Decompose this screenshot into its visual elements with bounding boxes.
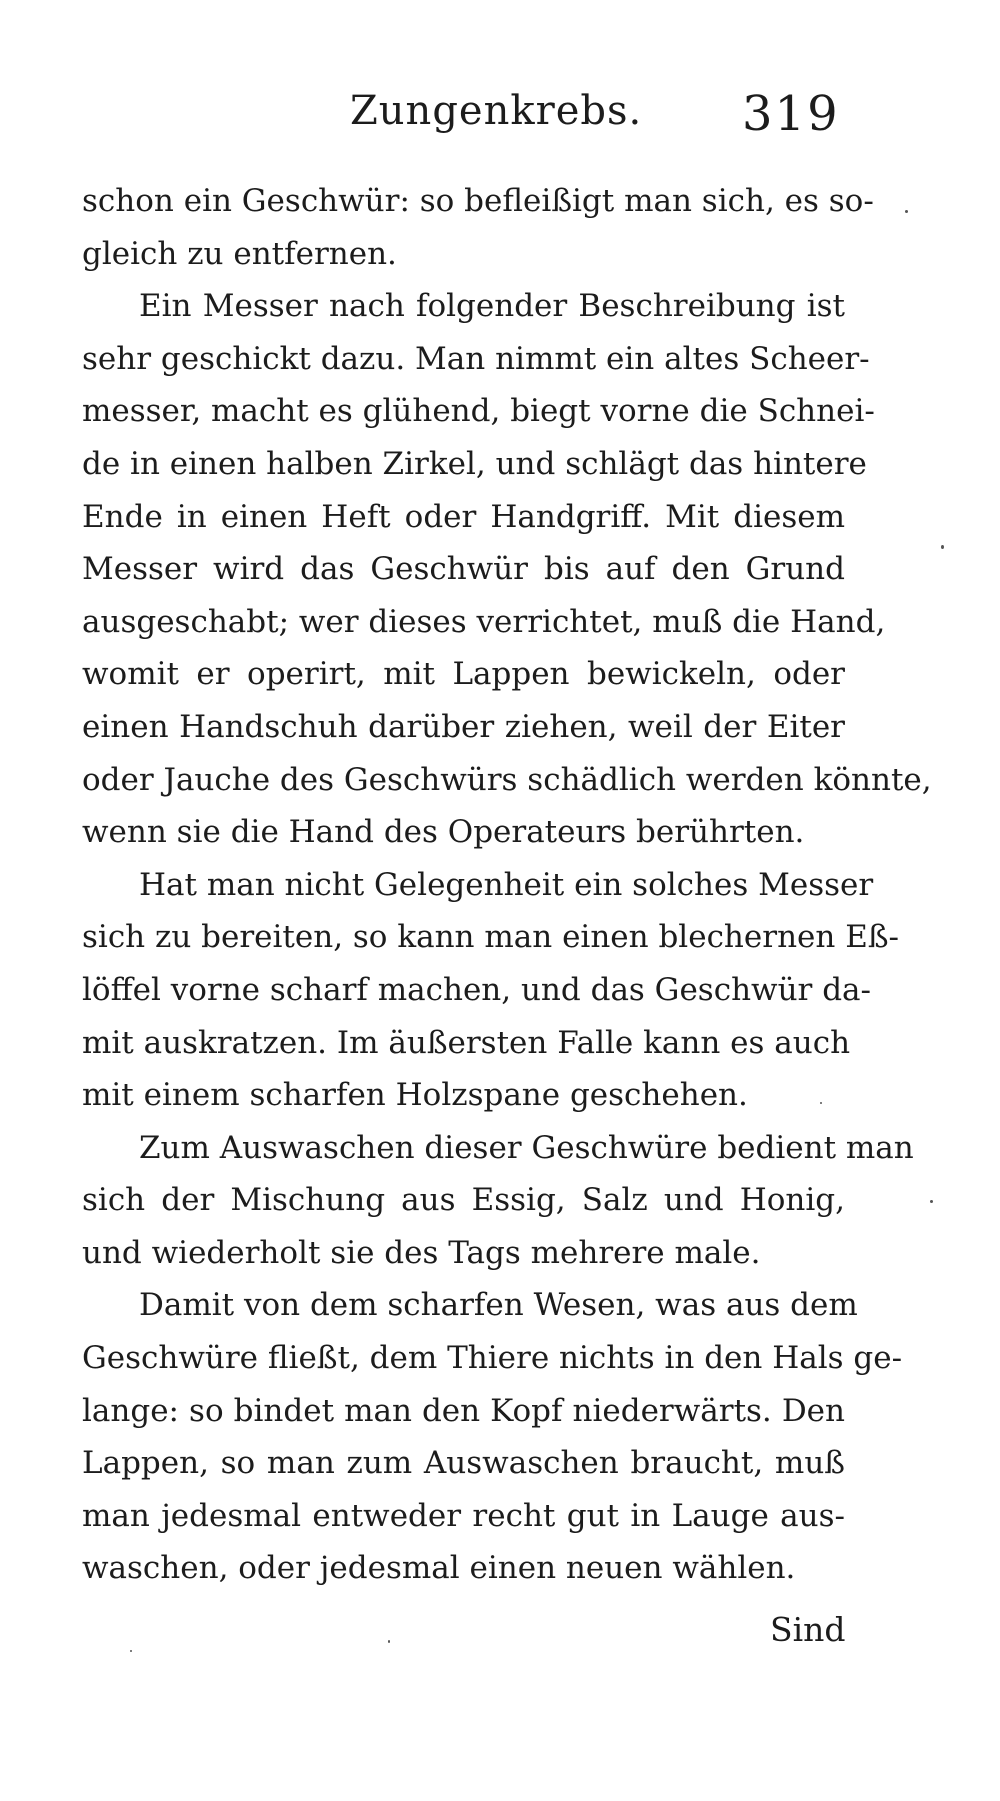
text-line: und wiederholt sie des Tags mehrere male. bbox=[82, 1234, 761, 1271]
text-line: waschen, oder jedesmal einen neuen wählen. bbox=[82, 1550, 796, 1587]
text-line: man jedesmal entweder recht gut in Lauge aus- bbox=[82, 1497, 845, 1534]
text-line: löffel vorne scharf machen, und das Geschwür da- bbox=[82, 971, 872, 1008]
running-title: Zungenkrebs. bbox=[350, 88, 643, 134]
page-header bbox=[0, 88, 1000, 158]
text-line: messer, macht es glühend, biegt vorne die Schnei- bbox=[82, 393, 875, 430]
scan-speck bbox=[388, 1640, 390, 1643]
text-line: schon ein Geschwür: so befleißigt man sich, es so- bbox=[82, 183, 874, 219]
text-line: Ende in einen Heft oder Handgriff. Mit diesem bbox=[82, 498, 845, 535]
text-line: de in einen halben Zirkel, und schlägt das hintere bbox=[82, 445, 867, 482]
text-line: sich der Mischung aus Essig, Salz und Honig, bbox=[82, 1182, 845, 1219]
text-line: Hat man nicht Gelegenheit ein solches Messer bbox=[139, 866, 874, 903]
scan-speck bbox=[941, 545, 944, 549]
text-line: mit auskratzen. Im äußersten Falle kann es auch bbox=[82, 1024, 851, 1061]
paragraph bbox=[82, 1122, 914, 1280]
text-line: gleich zu entfernen. bbox=[82, 235, 397, 272]
text-line: Zum Auswaschen dieser Geschwüre bedient man bbox=[139, 1129, 914, 1166]
text-line: Geschwüre fließt, dem Thiere nichts in den Hals ge- bbox=[82, 1340, 903, 1377]
text-line: mit einem scharfen Holzspane geschehen. bbox=[82, 1077, 748, 1114]
body-text bbox=[82, 175, 932, 1595]
text-line: ausgeschabt; wer dieses verrichtet, muß die Hand, bbox=[82, 603, 886, 640]
text-line: Damit von dem scharfen Wesen, was aus dem bbox=[139, 1287, 858, 1324]
text-line: sich zu bereiten, so kann man einen blechernen Eß- bbox=[82, 919, 900, 956]
scan-speck bbox=[820, 1102, 822, 1104]
text-line: Ein Messer nach folgender Beschreibung ist bbox=[139, 288, 845, 325]
scan-speck bbox=[130, 1650, 132, 1652]
text-line: Lappen, so man zum Auswaschen braucht, muß bbox=[82, 1445, 845, 1482]
paragraph bbox=[82, 859, 900, 1122]
catchword: Sind bbox=[770, 1610, 846, 1649]
text-line: womit er operirt, mit Lappen bewickeln, oder bbox=[82, 656, 845, 693]
paragraph bbox=[82, 280, 932, 859]
page-number: 319 bbox=[742, 86, 840, 142]
paragraph bbox=[82, 175, 874, 280]
paragraph bbox=[82, 1279, 903, 1595]
scan-speck bbox=[930, 1200, 933, 1203]
text-line: lange: so bindet man den Kopf niederwärts. Den bbox=[82, 1392, 845, 1429]
text-line: oder Jauche des Geschwürs schädlich werden könnte, bbox=[82, 761, 932, 798]
text-line: einen Handschuh darüber ziehen, weil der Eiter bbox=[82, 708, 845, 745]
scan-speck bbox=[905, 210, 908, 213]
text-line: Messer wird das Geschwür bis auf den Grund bbox=[82, 551, 845, 588]
text-line: sehr geschickt dazu. Man nimmt ein altes Scheer- bbox=[82, 340, 870, 377]
text-line: wenn sie die Hand des Operateurs berührten. bbox=[82, 814, 805, 851]
